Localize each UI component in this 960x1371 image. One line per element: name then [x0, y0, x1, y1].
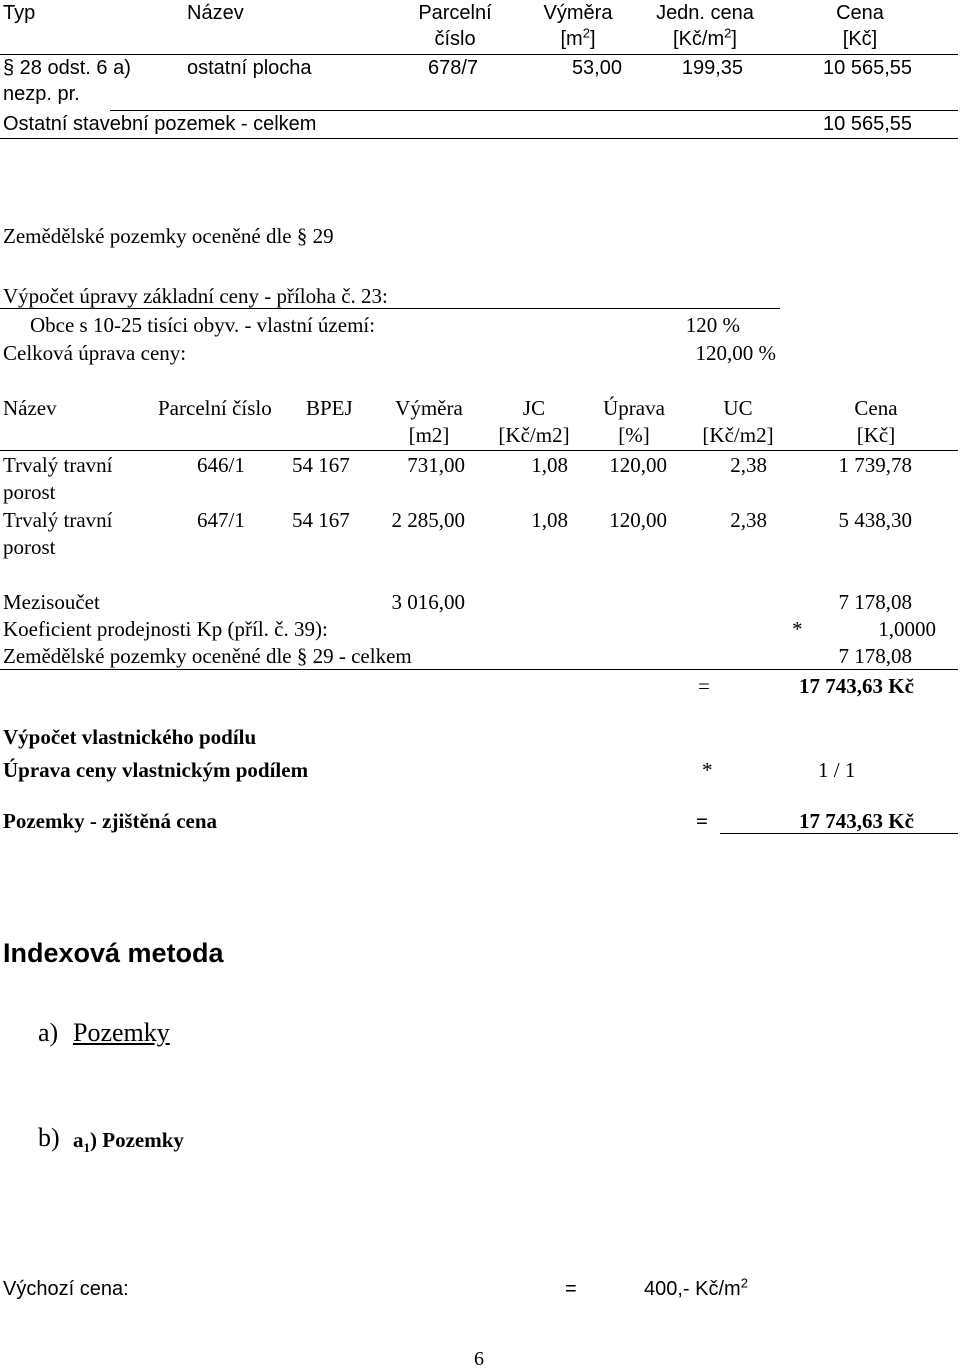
t2-row1-uprava: 120,00 — [609, 453, 667, 477]
t2-row2-uc: 2,38 — [730, 508, 767, 532]
t2-mezisoucet-label: Mezisoučet — [3, 590, 100, 614]
section2-obce-label: Obce s 10-25 tisíci obyv. - vlastní území: — [30, 313, 376, 337]
t2-koef-label: Koeficient prodejnosti Kp (příl. č. 39): — [3, 617, 328, 641]
t2-row2-cena: 5 438,30 — [838, 508, 912, 532]
podil-zjistena-value: 17 743,63 Kč — [799, 809, 914, 833]
indexova-a-label: Pozemky — [73, 1018, 170, 1047]
section2-calc-divider — [0, 308, 780, 309]
t2-row1-nazev-1: Trvalý travní — [3, 453, 113, 477]
t2-celkem-label: Zemědělské pozemky oceněné dle § 29 - celkem — [3, 644, 412, 668]
t2-mezisoucet-vymera: 3 016,00 — [391, 590, 465, 614]
section2-obce-value: 120 % — [685, 313, 740, 337]
t1-row-vymera: 53,00 — [571, 57, 622, 79]
indexova-title: Indexová metoda — [3, 938, 224, 968]
t2-row1-uc: 2,38 — [730, 453, 767, 477]
t1-row-divider — [110, 110, 958, 111]
t2-header-uc-2: [Kč/m2] — [702, 423, 774, 447]
podil-zjistena-op: = — [696, 809, 708, 833]
t1-total-divider — [0, 138, 958, 139]
t2-header-jc-1: JC — [522, 396, 546, 420]
podil-uprava-op: * — [702, 758, 713, 782]
t1-header-jedn-1: Jedn. cena — [656, 2, 754, 24]
t2-header-uprava-2: [%] — [618, 423, 650, 447]
t2-result-op: = — [698, 674, 710, 698]
t2-row1-vymera: 731,00 — [407, 453, 465, 477]
t1-header-typ: Typ — [3, 2, 36, 24]
t2-header-cena-1: Cena — [854, 396, 898, 420]
t2-header-divider — [0, 450, 958, 451]
section2-celkova-label: Celková úprava ceny: — [3, 341, 187, 365]
t1-header-parcelni-1: Parcelní — [418, 2, 492, 24]
t2-row1-bpej: 54 167 — [292, 453, 350, 477]
t1-header-vymera-1: Výměra — [543, 2, 613, 24]
t2-row2-bpej: 54 167 — [292, 508, 350, 532]
t1-row-parcelni: 678/7 — [428, 57, 479, 79]
t1-total-label: Ostatní stavební pozemek - celkem — [3, 113, 317, 135]
t2-header-jc-2: [Kč/m2] — [498, 423, 570, 447]
t2-row2-vymera: 2 285,00 — [391, 508, 465, 532]
podil-uprava-value: 1 / 1 — [818, 758, 856, 782]
t2-row2-uprava: 120,00 — [609, 508, 667, 532]
t1-row-typ-1: § 28 odst. 6 a) — [3, 57, 131, 79]
t2-header-nazev: Název — [3, 396, 57, 420]
indexova-b-label: $a_1$) Pozemky — [73, 1128, 184, 1156]
page-number: 6 — [474, 1348, 484, 1370]
t2-header-vymera-2: [m2] — [408, 423, 450, 447]
t1-row-nazev: ostatní plocha — [187, 57, 312, 79]
t1-header-divider — [0, 54, 958, 55]
t1-row-typ-2: nezp. pr. — [3, 83, 80, 105]
section2-calc-title: Výpočet úpravy základní ceny - příloha č. 23: — [3, 284, 388, 308]
t2-result-value: 17 743,63 Kč — [799, 674, 914, 698]
t2-header-vymera-1: Výměra — [395, 396, 463, 420]
t2-header-uc-1: UC — [723, 396, 753, 420]
t2-koef-value: 1,0000 — [878, 617, 936, 641]
t2-row1-nazev-2: porost — [3, 480, 56, 504]
podil-uprava-label: Úprava ceny vlastnickým podílem — [3, 758, 309, 782]
t1-header-cena-1: Cena — [836, 2, 884, 24]
podil-zjistena-underline — [720, 833, 958, 834]
t2-header-parcelni: Parcelní číslo — [158, 396, 272, 420]
podil-zjistena-label: Pozemky - zjištěná cena — [3, 809, 218, 833]
t1-total-value: 10 565,55 — [823, 113, 912, 135]
t2-header-uprava-1: Úprava — [603, 396, 665, 420]
vychozi-value: 400,- $Kč/m^2$ — [644, 1275, 748, 1300]
t1-header-nazev: Název — [187, 2, 244, 24]
t1-row-jedn-cena: 199,35 — [681, 57, 743, 79]
t2-row1-cena: 1 739,78 — [838, 453, 912, 477]
t2-koef-op: * — [792, 617, 803, 641]
t2-header-bpej: BPEJ — [306, 396, 353, 420]
t2-row2-nazev-1: Trvalý travní — [3, 508, 113, 532]
t2-celkem-divider — [0, 669, 958, 670]
t2-row1-parcelni: 646/1 — [197, 453, 245, 477]
t1-row-cena: 10 565,55 — [823, 57, 912, 79]
vychozi-op: = — [565, 1278, 577, 1300]
t2-celkem-value: 7 178,08 — [838, 644, 912, 668]
t2-row2-parcelni: 647/1 — [197, 508, 245, 532]
podil-title: Výpočet vlastnického podílu — [3, 725, 257, 749]
t2-row1-jc: 1,08 — [531, 453, 568, 477]
vychozi-label: Výchozí cena: — [3, 1278, 129, 1300]
section2-celkova-value: 120,00 % — [695, 341, 776, 365]
t1-header-cena-2: [Kč] — [842, 28, 878, 50]
t2-header-cena-2: [Kč] — [856, 423, 896, 447]
indexova-a-marker: a) — [38, 1018, 59, 1047]
section2-title: Zemědělské pozemky oceněné dle § 29 — [3, 224, 334, 248]
t1-header-vymera-2: $[m^2]$ — [560, 25, 596, 50]
t2-row2-jc: 1,08 — [531, 508, 568, 532]
indexova-b-marker: b) — [38, 1123, 60, 1152]
t1-header-parcelni-2: číslo — [434, 28, 476, 50]
t2-row2-nazev-2: porost — [3, 535, 56, 559]
t1-header-jedn-2: $[Kč/m^2]$ — [673, 25, 737, 50]
t2-mezisoucet-cena: 7 178,08 — [838, 590, 912, 614]
